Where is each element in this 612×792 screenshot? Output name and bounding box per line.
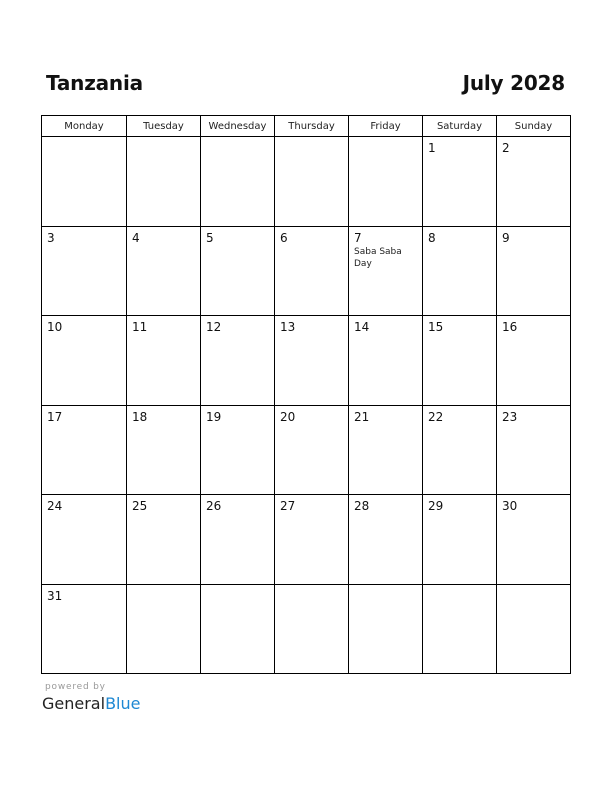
- day-number: 25: [132, 499, 148, 513]
- day-cell: [201, 495, 275, 585]
- day-number: 6: [280, 230, 288, 245]
- day-number: 17: [47, 409, 63, 424]
- day-number: 4: [132, 230, 140, 245]
- day-cell: [275, 495, 349, 585]
- generalblue-logo[interactable]: [42, 694, 140, 713]
- weekday-header-sunday: Sunday: [497, 116, 570, 137]
- day-cell: [423, 137, 497, 227]
- month-year-title: July 2028: [462, 71, 565, 95]
- day-number: 9: [502, 230, 510, 245]
- day-cell: [349, 585, 423, 675]
- country-title: Tanzania: [46, 71, 143, 95]
- day-cell: [275, 137, 349, 227]
- day-number: 7: [354, 230, 362, 245]
- day-cell: [497, 137, 570, 227]
- calendar-grid: [41, 115, 571, 674]
- day-cell: [127, 495, 201, 585]
- day-cell: [423, 585, 497, 675]
- day-number: 1: [428, 141, 436, 155]
- day-cell: [42, 137, 127, 227]
- day-number: 23: [502, 409, 518, 424]
- day-number: 15: [428, 320, 444, 334]
- day-cell: [497, 227, 570, 317]
- day-cell: [497, 495, 570, 585]
- day-number: 27: [280, 499, 296, 513]
- day-cell: [42, 406, 127, 496]
- day-number: 2: [502, 141, 510, 155]
- weekday-header-wednesday: Wednesday: [201, 116, 275, 137]
- day-number: 8: [428, 230, 436, 245]
- day-number: 21: [354, 409, 370, 424]
- day-cell: [201, 585, 275, 675]
- day-cell: [275, 585, 349, 675]
- day-number: 12: [206, 320, 222, 334]
- day-number: 5: [206, 230, 214, 245]
- weekday-header-friday: Friday: [349, 116, 423, 137]
- day-cell: [127, 406, 201, 496]
- day-cell: [127, 585, 201, 675]
- day-cell: [127, 227, 201, 317]
- day-cell: [349, 406, 423, 496]
- weekday-header-saturday: Saturday: [423, 116, 497, 137]
- weekday-header-tuesday: Tuesday: [127, 116, 201, 137]
- day-cell: [201, 316, 275, 406]
- day-cell: [201, 406, 275, 496]
- brand-general-text: General: [42, 694, 106, 713]
- day-number: 29: [428, 499, 444, 513]
- powered-by-label: powered by: [45, 682, 106, 692]
- day-number: 28: [354, 499, 370, 513]
- day-cell: [497, 406, 570, 496]
- day-cell: [423, 406, 497, 496]
- day-number: 31: [47, 588, 63, 603]
- day-cell: [349, 137, 423, 227]
- day-cell: [275, 227, 349, 317]
- day-number: 22: [428, 409, 444, 424]
- day-cell: [275, 316, 349, 406]
- day-cell: [42, 495, 127, 585]
- weekday-header-thursday: Thursday: [275, 116, 349, 137]
- day-number: 16: [502, 320, 518, 334]
- day-number: 3: [47, 230, 55, 245]
- day-cell: [42, 585, 127, 675]
- weekday-header-monday: Monday: [42, 116, 127, 137]
- day-number: 24: [47, 499, 63, 513]
- day-number: 11: [132, 320, 148, 334]
- day-number: 10: [47, 320, 63, 334]
- day-number: 14: [354, 320, 370, 334]
- day-cell: [497, 316, 570, 406]
- day-cell: [201, 137, 275, 227]
- day-cell: [201, 227, 275, 317]
- day-cell: [275, 406, 349, 496]
- day-cell: [497, 585, 570, 675]
- day-number: 30: [502, 499, 518, 513]
- day-number: 18: [132, 409, 148, 424]
- day-number: 19: [206, 409, 222, 424]
- day-cell: [42, 316, 127, 406]
- day-cell: [349, 316, 423, 406]
- day-cell: [423, 495, 497, 585]
- day-cell: [349, 495, 423, 585]
- day-cell: [423, 316, 497, 406]
- brand-blue-text: Blue: [105, 694, 141, 713]
- day-number: 26: [206, 499, 222, 513]
- day-cell: [127, 316, 201, 406]
- day-cell: [127, 137, 201, 227]
- holiday-label: Saba Saba Day: [354, 246, 402, 269]
- day-cell: [423, 227, 497, 317]
- day-cell: [42, 227, 127, 317]
- day-number: 13: [280, 320, 296, 334]
- day-cell-holiday: [349, 227, 423, 317]
- day-number: 20: [280, 409, 296, 424]
